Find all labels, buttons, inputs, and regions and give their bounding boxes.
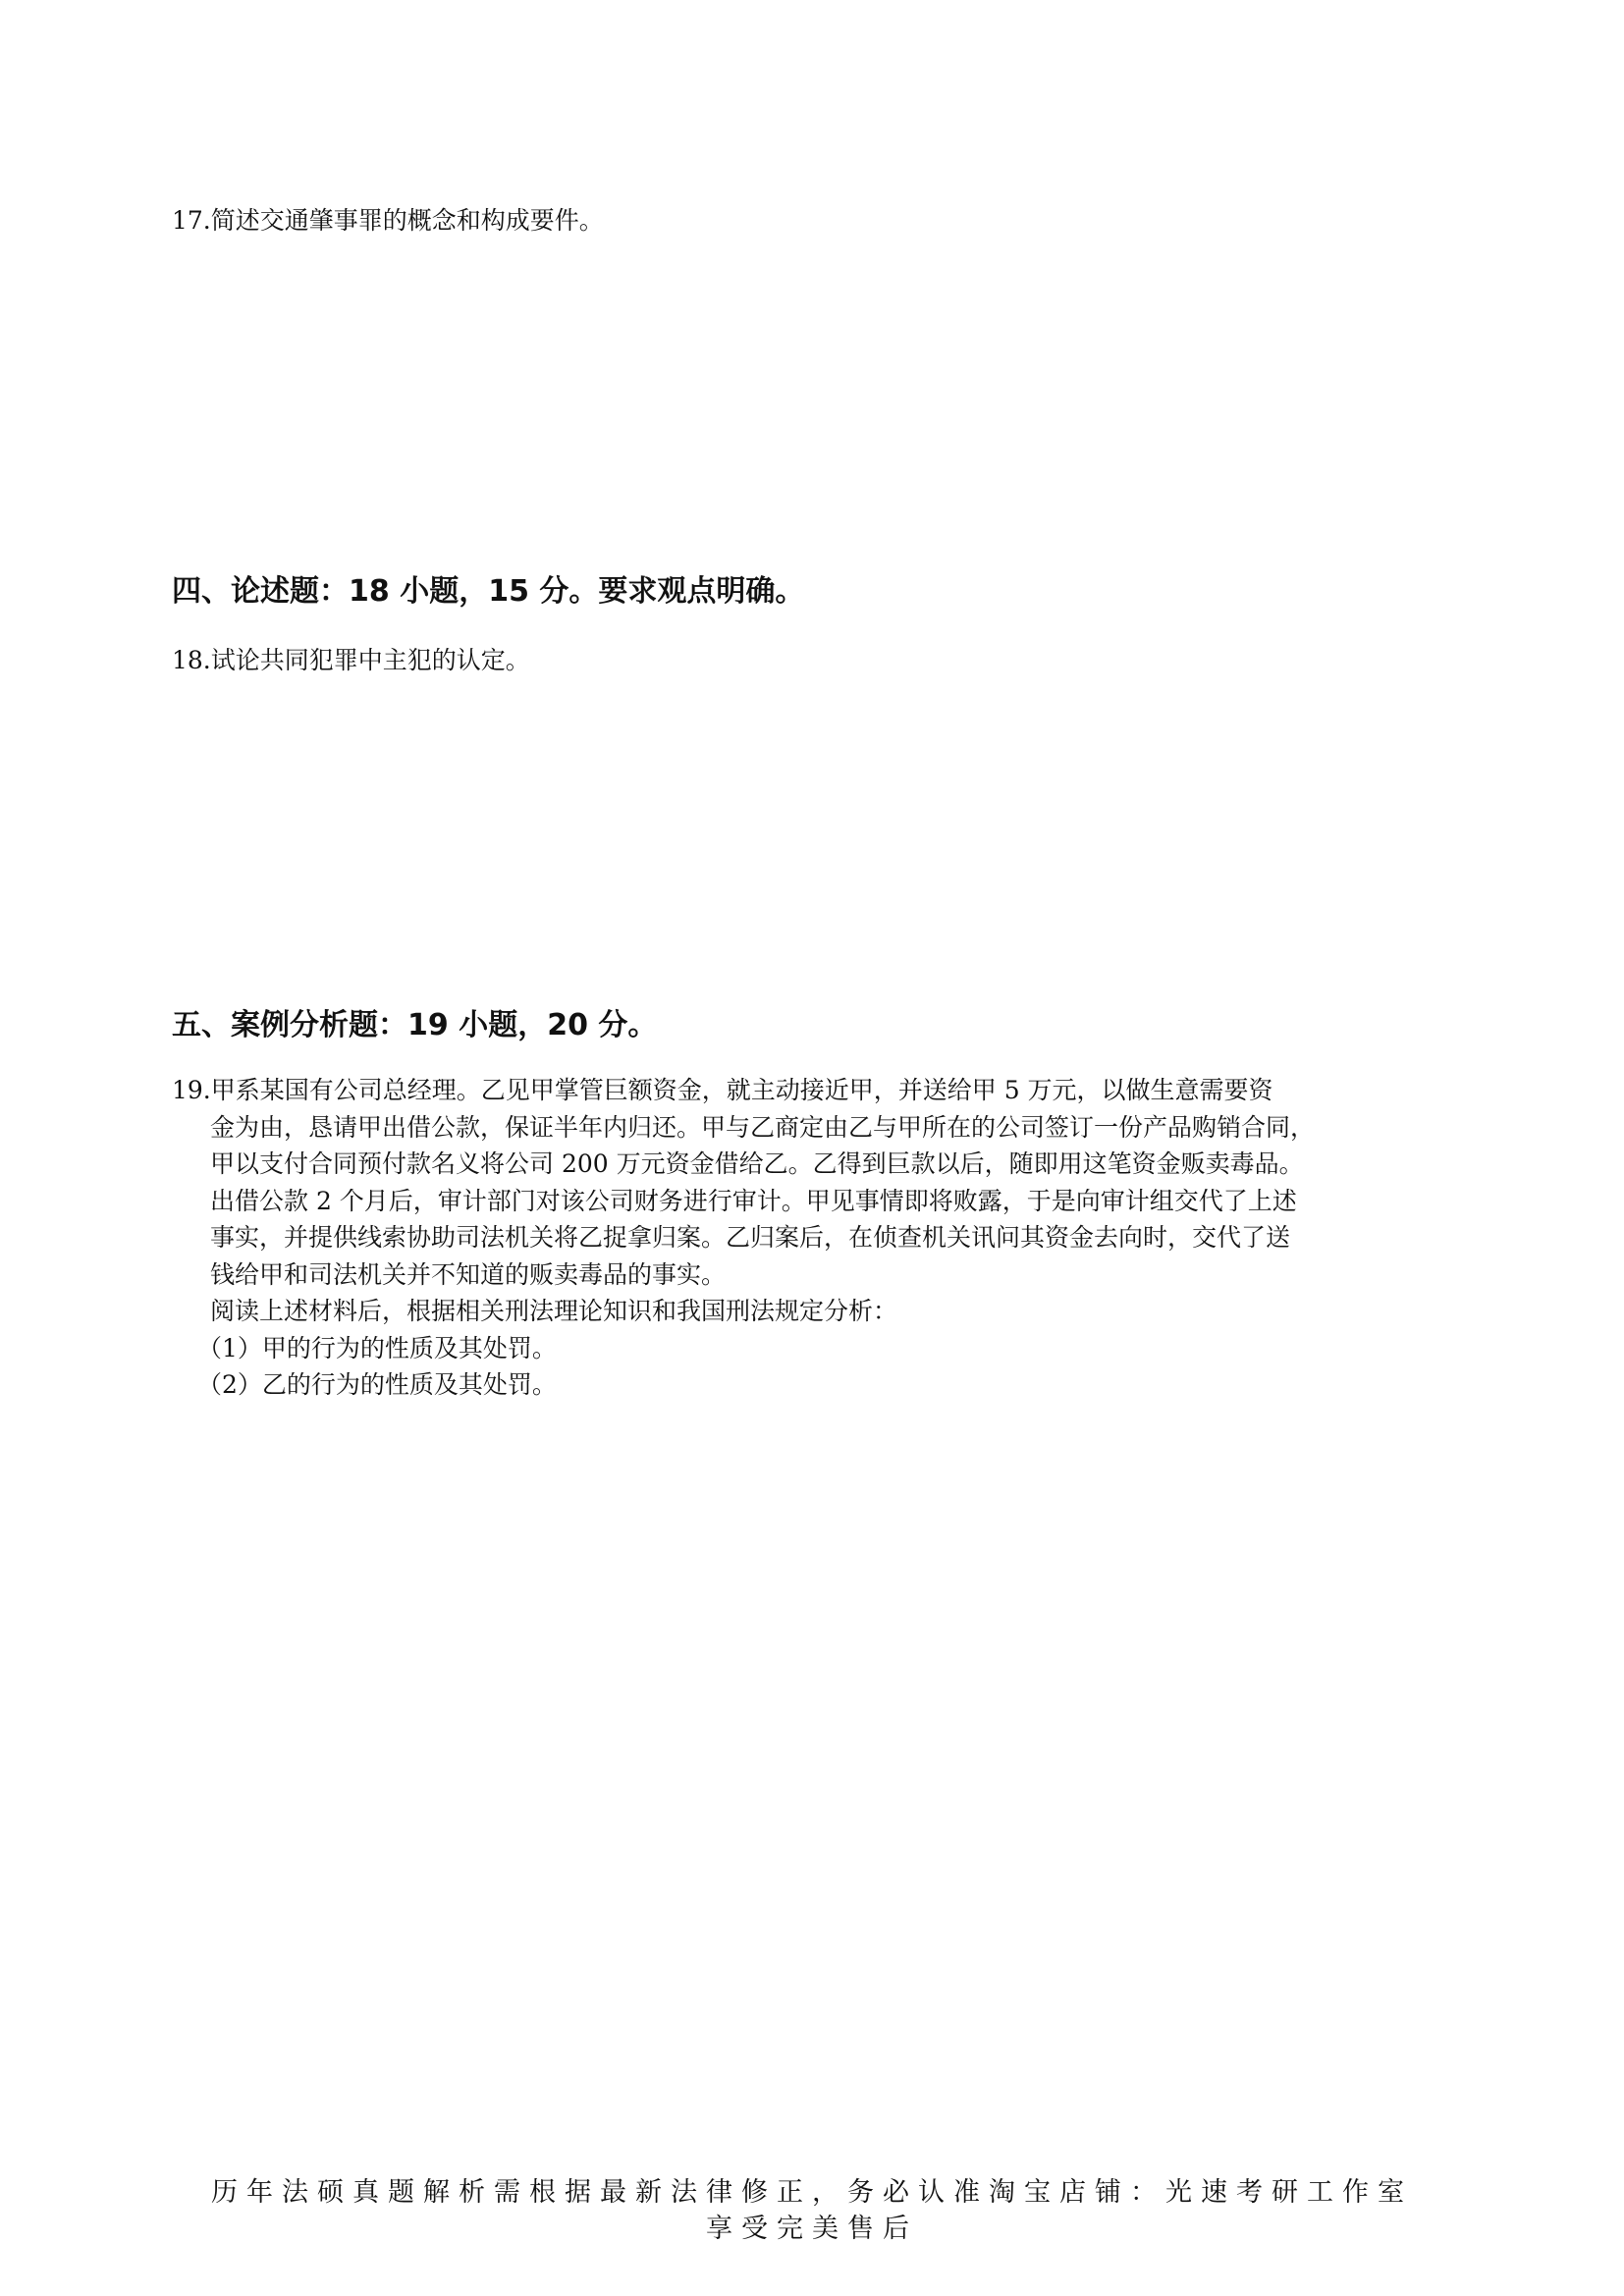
question-17: 17.简述交通肇事罪的概念和构成要件。 [172, 206, 604, 235]
case-text-line: 金为由，恳请甲出借公款，保证半年内归还。甲与乙商定由乙与甲所在的公司签订一份产品购销合同， [210, 1112, 1316, 1142]
sub-question-2: （2）乙的行为的性质及其处罚。 [197, 1370, 557, 1399]
case-instruction: 阅读上述材料后，根据相关刑法理论知识和我国刑法规定分析： [210, 1297, 898, 1325]
footer-line-1: 历年法硕真题解析需根据最新法律修正，务必认准淘宝店铺：光速考研工作室 [211, 2177, 1413, 2208]
section-4-heading: 四、论述题：18 小题，15 分。要求观点明确。 [172, 574, 805, 609]
case-text-line: 钱给甲和司法机关并不知道的贩卖毒品的事实。 [210, 1259, 727, 1289]
case-text-line: 事实，并提供线索协助司法机关将乙捉拿归案。乙归案后，在侦查机关讯问其资金去向时，交代了送 [210, 1223, 1291, 1252]
case-text-line: 甲以支付合同预付款名义将公司 200 万元资金借给乙。乙得到巨款以后，随即用这笔资金贩卖毒品。 [210, 1149, 1304, 1178]
sub-question-1: （1）甲的行为的性质及其处罚。 [197, 1333, 557, 1362]
question-19-case [172, 1072, 1488, 1404]
footer-line-2: 享受完美售后 [706, 2214, 918, 2244]
section-5-heading: 五、案例分析题：19 小题，20 分。 [172, 1008, 658, 1042]
case-text-line: 19.甲系某国有公司总经理。乙见甲掌管巨额资金，就主动接近甲，并送给甲 5 万元，以做生意需要资 [172, 1076, 1273, 1104]
question-18: 18.试论共同犯罪中主犯的认定。 [172, 646, 530, 674]
case-text-line: 出借公款 2 个月后，审计部门对该公司财务进行审计。甲见事情即将败露，于是向审计组交代了上述 [210, 1186, 1297, 1215]
